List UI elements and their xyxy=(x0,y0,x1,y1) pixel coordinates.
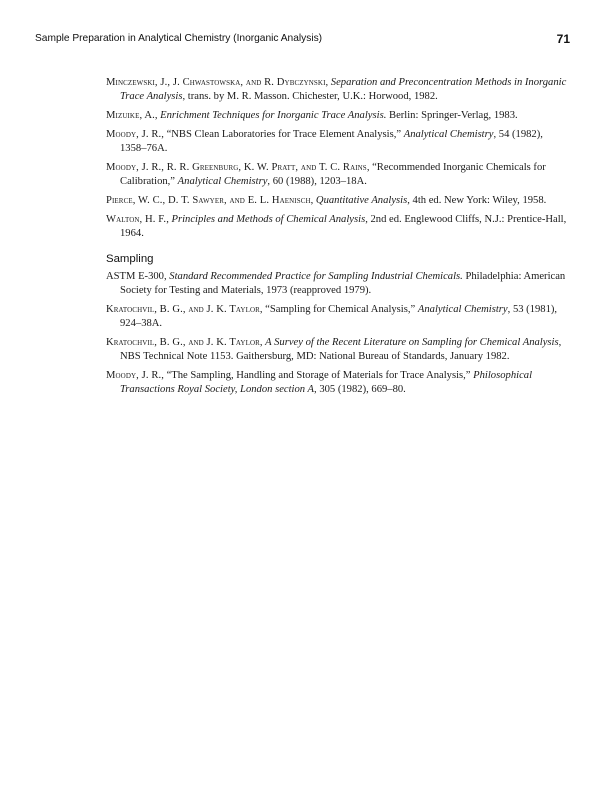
reference-authors: Minczewski, J., J. Chwastowska, and R. Dybczynski xyxy=(106,77,326,88)
reference-entry: Minczewski, J., J. Chwastowska, and R. Dybczynski, Separation and Preconcentration Methods in Inorganic Trace Analysis, trans. by M. R. Masson. Chichester, U.K.: Horwood, 1982. xyxy=(106,77,567,102)
reference-authors: Walton, H. F. xyxy=(106,214,167,225)
reference-entry: Pierce, W. C., D. T. Sawyer, and E. L. Haenisch, Quantitative Analysis, 4th ed. New York: Wiley, 1958. xyxy=(106,195,547,206)
reference-title: Principles and Methods of Chemical Analysis xyxy=(171,214,366,225)
reference-authors: Mizuike, A. xyxy=(106,110,155,121)
reference-details: , 305 (1982), 669–80. xyxy=(314,384,406,395)
reference-title: Enrichment Techniques for Inorganic Trace Analysis. xyxy=(160,110,387,121)
reference-details: , 53 (1981), 924–38A. xyxy=(120,304,558,329)
sampling-reference-list xyxy=(106,270,571,402)
running-title: Sample Preparation in Analytical Chemistry (Inorganic Analysis) xyxy=(35,33,323,44)
reference-details: , 60 (1988), 1203–18A. xyxy=(267,176,367,187)
reference-title: Quantitative Analysis xyxy=(315,195,408,206)
reference-entry xyxy=(106,270,571,298)
reference-journal: Analytical Chemistry xyxy=(403,129,494,140)
section-heading-sampling: Sampling xyxy=(106,253,154,265)
reference-article-title: “Recommended Inorganic Chemicals for Calibration,” xyxy=(120,162,546,187)
reference-title: Separation and Preconcentration Methods in Inorganic Trace Analysis xyxy=(120,77,567,102)
reference-authors: Kratochvil, B. G., and J. K. Taylor xyxy=(106,337,260,348)
reference-title: A Survey of the Recent Literature on Sampling for Chemical Analysis xyxy=(265,337,559,348)
reference-details: Philadelphia: American Society for Testing and Materials, 1973 (reapproved 1979). xyxy=(120,271,566,296)
reference-article-title: “Sampling for Chemical Analysis,” xyxy=(265,304,416,315)
reference-details: Berlin: Springer-Verlag, 1983. xyxy=(389,110,518,121)
reference-entry: Moody, J. R., R. R. Greenburg, K. W. Pratt, and T. C. Rains, “Recommended Inorganic Chemicals for Calibration,” Analytical Chemistry, 60 (1988), 1203–18A. xyxy=(106,162,546,187)
reference-authors: ASTM E-300, xyxy=(106,271,167,282)
reference-title: Standard Recommended Practice for Sampling Industrial Chemicals. xyxy=(169,271,463,282)
reference-article-title: “NBS Clean Laboratories for Trace Element Analysis,” xyxy=(166,129,402,140)
reference-journal: Analytical Chemistry xyxy=(417,304,508,315)
reference-details: , 54 (1982), 1358–76A. xyxy=(120,129,543,154)
reference-details: , 4th ed. New York: Wiley, 1958. xyxy=(407,195,547,206)
reference-entry: Kratochvil, B. G., and J. K. Taylor, “Sampling for Chemical Analysis,” Analytical Chemistry, 53 (1981), 924–38A. xyxy=(106,304,558,329)
reference-journal: Analytical Chemistry xyxy=(177,176,268,187)
reference-details: trans. by M. R. Masson. Chichester, U.K.: Horwood, 1982. xyxy=(187,91,438,102)
reference-authors: Moody, J. R. xyxy=(106,370,162,381)
reference-authors: Moody, J. R. xyxy=(106,129,162,140)
reference-entry: Walton, H. F., Principles and Methods of Chemical Analysis, 2nd ed. Englewood Cliffs, N.J.: Prentice-Hall, 1964. xyxy=(106,214,567,239)
reference-authors: Pierce, W. C., D. T. Sawyer, and E. L. Haenisch xyxy=(106,195,311,206)
reference-journal: Philosophical Transactions Royal Society, London section A xyxy=(120,370,533,395)
reference-article-title: “The Sampling, Handling and Storage of Materials for Trace Analysis,” xyxy=(166,370,471,381)
reference-details: , 2nd ed. Englewood Cliffs, N.J.: Prentice-Hall, 1964. xyxy=(120,214,567,239)
reference-entry: Moody, J. R., “NBS Clean Laboratories for Trace Element Analysis,” Analytical Chemistry, 54 (1982), 1358–76A. xyxy=(106,129,543,154)
reference-list xyxy=(106,76,571,246)
reference-entry: Moody, J. R., “The Sampling, Handling and Storage of Materials for Trace Analysis,” Philosophical Transactions Royal Society, London section A, 305 (1982), 669–80. xyxy=(106,370,533,395)
reference-entry: Mizuike, A., Enrichment Techniques for Inorganic Trace Analysis. Berlin: Springer-Verlag, 1983. xyxy=(106,110,518,121)
page-number: 71 xyxy=(556,32,570,46)
reference-entry: Kratochvil, B. G., and J. K. Taylor, A Survey of the Recent Literature on Sampling for Chemical Analysis, NBS Technical Note 1153. Gaithersburg, MD: National Bureau of Standards, January 1982. xyxy=(106,337,562,362)
reference-details: , NBS Technical Note 1153. Gaithersburg, MD: National Bureau of Standards, January 1982. xyxy=(120,337,562,362)
reference-authors: Kratochvil, B. G., and J. K. Taylor xyxy=(106,304,260,315)
reference-authors: Moody, J. R., R. R. Greenburg, K. W. Pratt, and T. C. Rains xyxy=(106,162,367,173)
